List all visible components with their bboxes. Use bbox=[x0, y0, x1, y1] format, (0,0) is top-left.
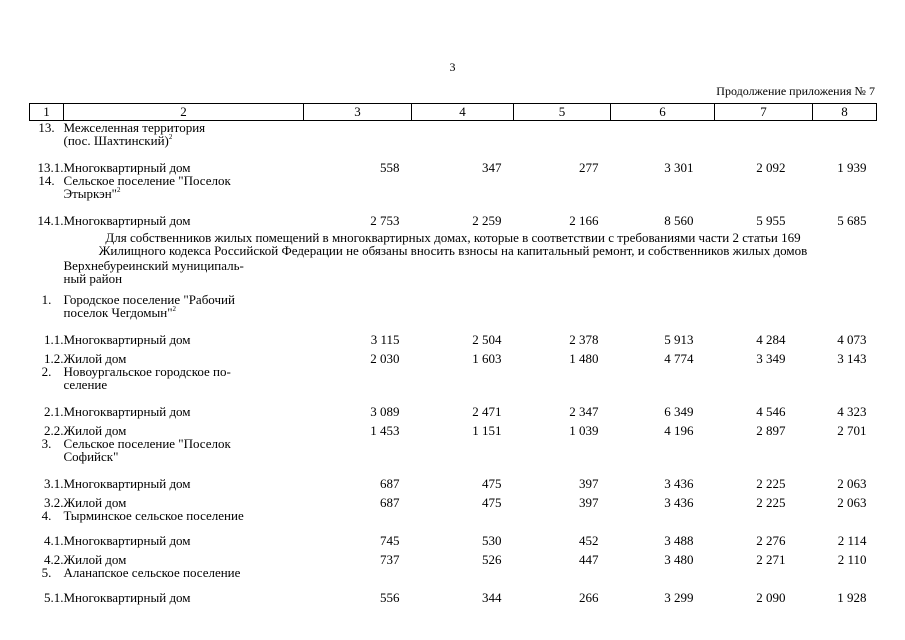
section-title-line: селение bbox=[63, 376, 108, 392]
row-number: 2. bbox=[41, 363, 52, 379]
section-title-line: Сельское поселение "Поселок bbox=[63, 172, 231, 188]
section-title-line2 bbox=[64, 450, 877, 463]
column-header: 3 bbox=[304, 104, 412, 121]
row-number: 4.2. bbox=[44, 551, 64, 567]
continuation-caption: Продолжение приложения № 7 bbox=[716, 84, 875, 98]
row-number: 3.1. bbox=[44, 475, 64, 491]
row-name: Жилой дом bbox=[63, 422, 127, 438]
row-value: 1 603 bbox=[472, 350, 502, 366]
section-title-line: Межселенная территория bbox=[63, 120, 206, 135]
row-value: 2 504 bbox=[472, 331, 502, 347]
column-number-row bbox=[30, 104, 877, 121]
section-heading-row bbox=[30, 259, 877, 293]
row-value: 397 bbox=[579, 475, 599, 491]
section-title-line: Софийск" bbox=[63, 448, 119, 464]
section-title-line: Этыркэн" bbox=[63, 185, 117, 201]
row-value: 3 349 bbox=[756, 350, 786, 366]
row-name: Многоквартирный дом bbox=[63, 331, 191, 347]
note-line: Для собственников жилых помещений в многоквартирных домах, которые в соответствии с требованиями части 2 статьи 169 bbox=[105, 229, 801, 245]
table-row bbox=[30, 418, 877, 437]
row-value: 3 488 bbox=[664, 532, 694, 548]
footnote-mark: 2 bbox=[172, 304, 177, 313]
row-value: 2 753 bbox=[370, 212, 400, 228]
section-heading-row bbox=[30, 121, 877, 155]
row-value: 2 276 bbox=[756, 532, 786, 548]
section-title bbox=[64, 365, 877, 399]
row-value: 2 701 bbox=[837, 422, 867, 438]
row-value: 4 196 bbox=[664, 422, 694, 438]
row-value: 2 897 bbox=[756, 422, 786, 438]
row-name: Жилой дом bbox=[63, 350, 127, 366]
row-value: 2 471 bbox=[472, 403, 502, 419]
section-heading-row bbox=[30, 293, 877, 327]
row-value: 2 378 bbox=[569, 331, 599, 347]
row-value: 3 299 bbox=[664, 589, 694, 605]
row-value: 266 bbox=[579, 589, 599, 605]
section-title-line: Новоургальское городское по- bbox=[63, 363, 231, 379]
section-title-line2 bbox=[64, 306, 877, 319]
row-number: 3. bbox=[41, 435, 52, 451]
row-value: 1 151 bbox=[472, 422, 502, 438]
row-name: Многоквартирный дом bbox=[63, 212, 191, 228]
row-name: Многоквартирный дом bbox=[63, 403, 191, 419]
row-value: 8 560 bbox=[664, 212, 694, 228]
row-name: Многоквартирный дом bbox=[63, 532, 191, 548]
section-title-line: Верхнебуреинский муниципаль- bbox=[63, 257, 244, 273]
row-value: 3 301 bbox=[664, 159, 694, 175]
row-value: 737 bbox=[380, 551, 400, 567]
table-row bbox=[30, 528, 877, 547]
row-value: 2 110 bbox=[837, 551, 867, 567]
row-value: 558 bbox=[380, 159, 400, 175]
column-header: 8 bbox=[813, 104, 877, 121]
row-value: 687 bbox=[380, 494, 400, 510]
row-value: 2 063 bbox=[837, 494, 867, 510]
section-heading-row bbox=[30, 365, 877, 399]
row-name: Многоквартирный дом bbox=[63, 159, 191, 175]
column-header: 2 bbox=[64, 104, 304, 121]
column-header: 5 bbox=[514, 104, 611, 121]
row-number: 1. bbox=[41, 291, 52, 307]
section-title bbox=[64, 566, 877, 585]
table-row bbox=[30, 585, 877, 604]
row-value: 687 bbox=[380, 475, 400, 491]
table-row bbox=[30, 155, 877, 174]
row-value: 1 939 bbox=[837, 159, 867, 175]
table-row bbox=[30, 471, 877, 490]
row-value: 4 323 bbox=[837, 403, 867, 419]
row-number: 1.1. bbox=[44, 331, 64, 347]
row-value: 4 546 bbox=[756, 403, 786, 419]
row-number: 4. bbox=[41, 507, 52, 523]
row-number: 14.1. bbox=[37, 212, 64, 228]
row-value: 1 039 bbox=[569, 422, 599, 438]
row-value: 447 bbox=[579, 551, 599, 567]
row-value: 3 436 bbox=[664, 475, 694, 491]
row-value: 2 271 bbox=[756, 551, 786, 567]
section-title-line2 bbox=[64, 378, 877, 391]
section-title-line2 bbox=[64, 272, 877, 285]
row-number: 1.2. bbox=[44, 350, 64, 366]
row-value: 5 913 bbox=[664, 331, 694, 347]
row-name: Жилой дом bbox=[63, 494, 127, 510]
footnote-mark: 2 bbox=[117, 185, 121, 194]
row-value: 4 284 bbox=[756, 331, 786, 347]
row-value: 3 480 bbox=[664, 551, 694, 567]
row-value: 2 225 bbox=[756, 475, 786, 491]
row-value: 5 955 bbox=[756, 212, 786, 228]
section-heading-row bbox=[30, 566, 877, 585]
row-value: 745 bbox=[380, 532, 400, 548]
column-header: 6 bbox=[611, 104, 715, 121]
row-value: 2 030 bbox=[370, 350, 400, 366]
row-number: 5.1. bbox=[44, 589, 64, 605]
row-value: 2 090 bbox=[756, 589, 786, 605]
row-value: 3 089 bbox=[370, 403, 400, 419]
row-value: 3 436 bbox=[664, 494, 694, 510]
row-value: 452 bbox=[579, 532, 599, 548]
section-title bbox=[64, 293, 877, 327]
section-title-line: Тырминское сельское поселение bbox=[63, 507, 244, 523]
row-value: 2 166 bbox=[569, 212, 599, 228]
row-value: 397 bbox=[579, 494, 599, 510]
section-title-line2 bbox=[64, 187, 877, 200]
table-body-section-2 bbox=[30, 259, 877, 604]
table-body-section-1 bbox=[30, 121, 877, 227]
row-value: 2 225 bbox=[756, 494, 786, 510]
row-number: 4.1. bbox=[44, 532, 64, 548]
table-row bbox=[30, 490, 877, 509]
section-title-line: Городское поселение "Рабочий bbox=[63, 291, 235, 307]
row-value: 347 bbox=[482, 159, 502, 175]
section-title-line: Аланапское сельское поселение bbox=[63, 564, 241, 580]
row-value: 4 073 bbox=[837, 331, 867, 347]
column-header: 4 bbox=[412, 104, 514, 121]
column-header: 7 bbox=[715, 104, 813, 121]
section-title-line: Сельское поселение "Поселок bbox=[63, 435, 231, 451]
row-value: 530 bbox=[482, 532, 502, 548]
page-number: 3 bbox=[449, 60, 456, 74]
row-number: 3.2. bbox=[44, 494, 64, 510]
row-value: 475 bbox=[482, 494, 502, 510]
row-value: 2 092 bbox=[756, 159, 786, 175]
section-title-line: ный район bbox=[63, 270, 123, 286]
row-number: 14. bbox=[38, 172, 55, 188]
row-number: 13.1. bbox=[37, 159, 64, 175]
note-row bbox=[30, 227, 877, 259]
row-value: 2 063 bbox=[837, 475, 867, 491]
row-number: 13. bbox=[38, 120, 55, 135]
section-heading-row bbox=[30, 509, 877, 528]
note-line: Жилищного кодекса Российской Федерации не обязаны вносить взносы на капитальный ремонт, и собственников жилых домов bbox=[98, 242, 808, 258]
row-number: 2.2. bbox=[44, 422, 64, 438]
tariff-table bbox=[29, 103, 877, 604]
section-title-line: (пос. Шахтинский) bbox=[63, 133, 169, 148]
section-heading-row bbox=[30, 174, 877, 208]
note-text bbox=[30, 227, 877, 259]
row-name: Жилой дом bbox=[63, 551, 127, 567]
row-value: 3 143 bbox=[837, 350, 867, 366]
section-title-line2 bbox=[64, 134, 877, 147]
row-value: 2 114 bbox=[837, 532, 867, 548]
row-value: 556 bbox=[380, 589, 400, 605]
section-title-line: поселок Чегдомын" bbox=[63, 304, 173, 320]
footnote-mark: 2 bbox=[168, 133, 173, 141]
row-value: 6 349 bbox=[664, 403, 694, 419]
row-value: 1 480 bbox=[569, 350, 599, 366]
row-value: 2 259 bbox=[472, 212, 502, 228]
section-heading-row bbox=[30, 437, 877, 471]
row-value: 5 685 bbox=[837, 212, 867, 228]
row-value: 1 928 bbox=[837, 589, 867, 605]
column-header: 1 bbox=[30, 104, 64, 121]
table-row bbox=[30, 208, 877, 227]
row-value: 526 bbox=[482, 551, 502, 567]
section-title bbox=[64, 259, 877, 293]
section-title bbox=[64, 174, 877, 208]
row-number: 2.1. bbox=[44, 403, 64, 419]
row-name: Многоквартирный дом bbox=[63, 475, 191, 491]
row-value: 2 347 bbox=[569, 403, 599, 419]
row-value: 3 115 bbox=[370, 331, 400, 347]
section-title bbox=[64, 121, 877, 155]
row-value: 344 bbox=[482, 589, 502, 605]
row-value: 475 bbox=[482, 475, 502, 491]
section-title bbox=[64, 509, 877, 528]
row-name: Многоквартирный дом bbox=[63, 589, 191, 605]
section-title bbox=[64, 437, 877, 471]
row-value: 1 453 bbox=[370, 422, 400, 438]
row-value: 4 774 bbox=[664, 350, 694, 366]
table-row bbox=[30, 399, 877, 418]
row-number bbox=[30, 259, 64, 293]
note-section bbox=[30, 227, 877, 259]
table-row bbox=[30, 547, 877, 566]
row-number: 5. bbox=[41, 564, 52, 580]
table-row bbox=[30, 327, 877, 346]
row-value: 277 bbox=[579, 159, 599, 175]
table-row bbox=[30, 346, 877, 365]
